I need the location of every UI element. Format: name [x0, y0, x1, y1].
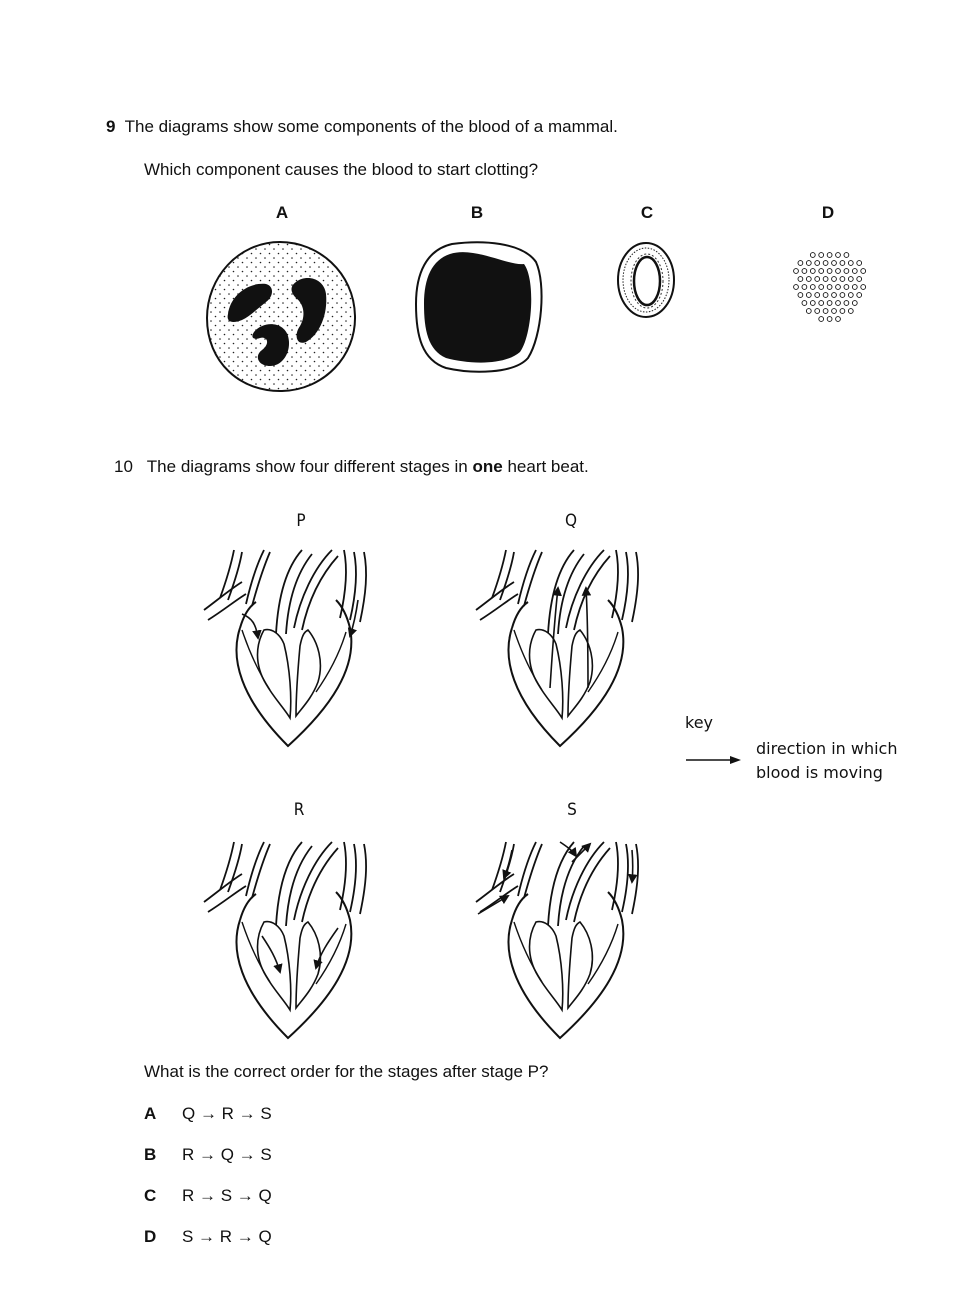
key-line-1: direction in which: [756, 739, 898, 758]
q9-label-d: D: [821, 203, 835, 222]
heart-stage-q: [472, 548, 652, 748]
stage-q-label: Q: [564, 511, 578, 531]
heart-stage-r: [200, 840, 380, 1040]
key-arrow-icon: [686, 754, 742, 766]
stage-r-label: R: [293, 800, 305, 820]
q9-label-a: A: [275, 203, 289, 222]
stage-s-label: S: [567, 800, 577, 820]
q9-intro-text: The diagrams show some components of the blood of a mammal.: [124, 117, 618, 136]
q10-number: 10: [114, 457, 133, 476]
cell-c-red-blood-cell: [614, 240, 678, 322]
q9-prompt: Which component causes the blood to start clotting?: [144, 160, 539, 179]
q9-intro: [106, 117, 618, 137]
q10-intro-bold: one: [472, 457, 503, 476]
option-a[interactable]: [144, 1104, 272, 1124]
heart-stage-p: [200, 548, 380, 748]
option-d-letter: D: [144, 1227, 157, 1246]
option-c[interactable]: [144, 1186, 272, 1206]
option-b-letter: B: [144, 1145, 157, 1164]
option-a-letter: A: [144, 1104, 157, 1123]
option-b-text: R → Q → S: [182, 1145, 272, 1164]
key-title: key: [685, 713, 714, 732]
option-d-text: S → R → Q: [182, 1227, 272, 1246]
q10-prompt: What is the correct order for the stages after stage P?: [144, 1062, 549, 1081]
option-d[interactable]: [144, 1227, 272, 1247]
stage-p-label: P: [296, 511, 306, 531]
cell-d-platelets: [788, 243, 872, 327]
cell-b-lymphocyte: [412, 240, 544, 376]
q10-intro-post: heart beat.: [502, 457, 589, 476]
option-b[interactable]: [144, 1145, 272, 1165]
option-a-text: Q → R → S: [182, 1104, 272, 1123]
option-c-letter: C: [144, 1186, 157, 1205]
key-line-2: blood is moving: [756, 763, 883, 782]
q10-intro-pre: The diagrams show four different stages in: [146, 457, 473, 476]
cell-a-phagocyte: [200, 238, 360, 396]
q9-label-b: B: [470, 203, 484, 222]
q10-intro: [114, 457, 589, 477]
q9-label-c: C: [640, 203, 654, 222]
option-c-text: R → S → Q: [182, 1186, 272, 1205]
q9-number: 9: [106, 117, 116, 136]
heart-stage-s: [472, 840, 652, 1040]
key-description: [756, 737, 897, 785]
